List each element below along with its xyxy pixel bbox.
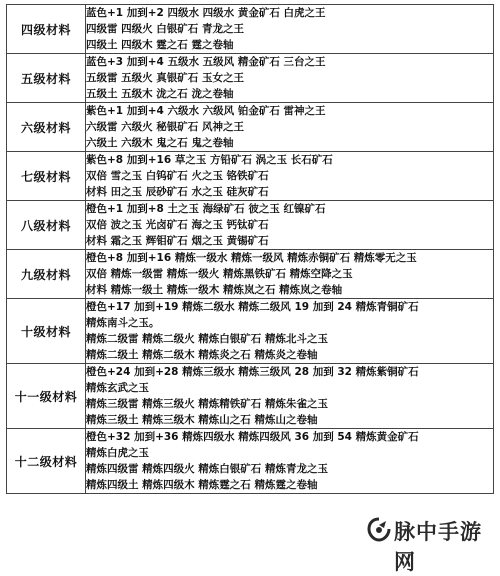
brand-logo-icon — [366, 517, 392, 543]
material-list-cell — [86, 299, 494, 364]
material-line: 六级土 六级木 鬼之石 鬼之卷轴 — [86, 137, 234, 149]
material-list-cell — [86, 152, 494, 201]
material-level-label: 十二级材料 — [7, 429, 86, 494]
table-row — [7, 54, 494, 103]
material-list-cell — [86, 429, 494, 494]
site-watermark — [364, 514, 496, 574]
table-row — [7, 364, 494, 429]
material-line: 精炼玄武之玉 — [86, 382, 149, 394]
material-line: 精炼二级土 精炼二级木 精炼炎之石 精炼炎之卷轴 — [86, 349, 318, 361]
material-level-label: 十一级材料 — [7, 364, 86, 429]
materials-table — [6, 4, 494, 494]
material-line: 橙色+24 加到+28 精炼三级水 精炼三级风 28 加到 32 精炼紫铜矿石 — [86, 366, 419, 378]
material-line: 六级雷 六级火 秘银矿石 风神之王 — [86, 121, 244, 133]
material-line: 橙色+32 加到+36 精炼四级水 精炼四级风 36 加到 54 精炼黄金矿石 — [86, 431, 419, 443]
watermark-text: 脉中手游网 — [394, 520, 482, 574]
table-row — [7, 103, 494, 152]
material-line: 四级雷 四级火 白银矿石 青龙之王 — [86, 23, 244, 35]
material-line: 橙色+1 加到+8 土之玉 海绿矿石 彼之玉 红镍矿石 — [86, 203, 326, 215]
material-level-label: 八级材料 — [7, 201, 86, 250]
material-line: 双倍 精炼一级雷 精炼一级火 精炼黑铁矿石 精炼空降之玉 — [86, 268, 353, 280]
material-line: 蓝色+3 加到+4 五级水 五级风 精金矿石 三台之王 — [86, 56, 326, 68]
table-row — [7, 5, 494, 54]
material-list-cell — [86, 250, 494, 299]
material-list-cell — [86, 201, 494, 250]
material-list-cell — [86, 103, 494, 152]
material-line: 紫色+8 加到+16 草之玉 方铅矿石 涡之玉 长石矿石 — [86, 154, 333, 166]
material-level-label: 五级材料 — [7, 54, 86, 103]
material-level-label: 四级材料 — [7, 5, 86, 54]
table-row — [7, 250, 494, 299]
material-line: 精炼四级土 精炼四级木 精炼霆之石 精炼霆之卷轴 — [86, 479, 318, 491]
material-line: 四级土 四级木 霆之石 霆之卷轴 — [86, 39, 234, 51]
material-line: 精炼三级土 精炼三级木 精炼山之石 精炼山之卷轴 — [86, 414, 318, 426]
material-level-label: 六级材料 — [7, 103, 86, 152]
table-row — [7, 201, 494, 250]
material-line: 精炼二级雷 精炼二级火 精炼白银矿石 精炼北斗之玉 — [86, 333, 328, 345]
material-line: 蓝色+1 加到+2 四级水 四级水 黄金矿石 白虎之王 — [86, 7, 326, 19]
material-line: 精炼三级雷 精炼三级火 精炼精铁矿石 精炼朱雀之玉 — [86, 398, 328, 410]
material-line: 双倍 雪之玉 白钨矿石 火之玉 铬铁矿石 — [86, 170, 269, 182]
material-line: 紫色+1 加到+4 六级水 六级风 铂金矿石 雷神之王 — [86, 105, 326, 117]
material-line: 双倍 波之玉 光卤矿石 海之玉 钙钛矿石 — [86, 219, 269, 231]
table-row — [7, 299, 494, 364]
material-list-cell — [86, 5, 494, 54]
table-row — [7, 152, 494, 201]
material-line: 精炼南斗之玉。 — [86, 317, 160, 329]
material-level-label: 七级材料 — [7, 152, 86, 201]
material-line: 材料 田之玉 辰砂矿石 水之玉 硅灰矿石 — [86, 186, 269, 198]
material-line: 材料 精炼一级土 精炼一级木 精炼岚之石 精炼岚之卷轴 — [86, 284, 343, 296]
material-level-label: 十级材料 — [7, 299, 86, 364]
material-level-label: 九级材料 — [7, 250, 86, 299]
material-list-cell — [86, 364, 494, 429]
material-line: 精炼白虎之玉 — [86, 447, 149, 459]
material-line: 五级土 五级木 泷之石 泷之卷轴 — [86, 88, 234, 100]
material-list-cell — [86, 54, 494, 103]
material-line: 橙色+17 加到+19 精炼二级水 精炼二级风 19 加到 24 精炼青铜矿石 — [86, 301, 419, 313]
material-line: 橙色+8 加到+16 精炼一级水 精炼一级风 精炼赤铜矿石 精炼零无之玉 — [86, 252, 417, 264]
table-row — [7, 429, 494, 494]
material-line: 五级雷 五级火 真银矿石 玉女之王 — [86, 72, 244, 84]
material-line: 材料 霜之玉 辉钼矿石 烟之玉 黄锡矿石 — [86, 235, 269, 247]
materials-table-body — [7, 5, 494, 494]
material-line: 精炼四级雷 精炼四级火 精炼白银矿石 精炼青龙之玉 — [86, 463, 328, 475]
